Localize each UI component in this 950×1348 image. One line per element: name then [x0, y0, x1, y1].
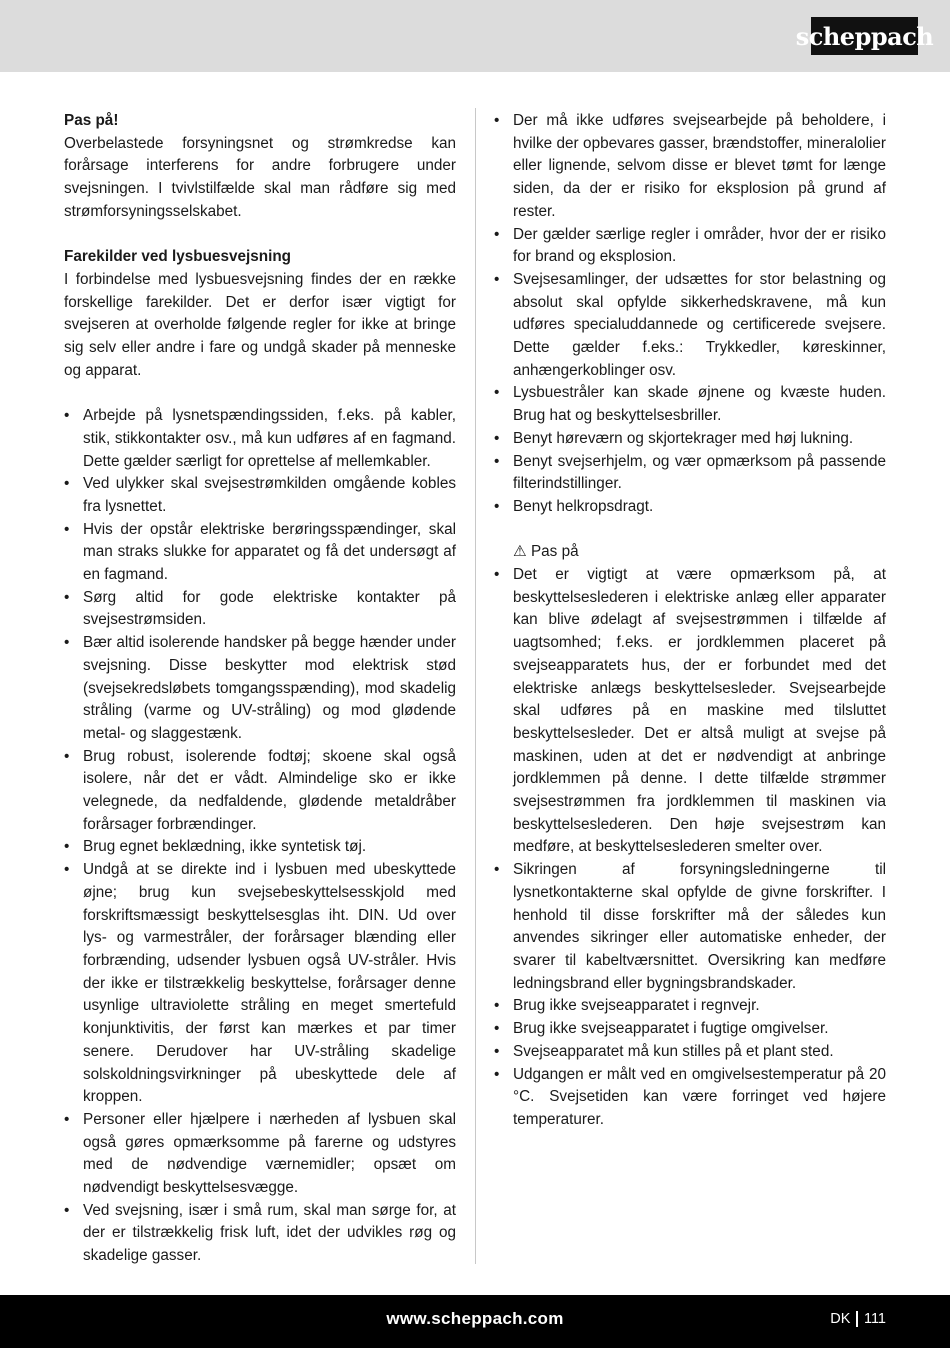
column-divider	[475, 108, 476, 1264]
list-item: • Svejsesamlinger, der udsættes for stor belastning og absolut skal opfylde sikkerhedskravene, må kun udføres specialuddannede og certificerede svejsere. Dette gælder f.eks.: Trykkedler, køreskinner, anhængerkoblinger osv.	[494, 269, 886, 383]
list-item: • Arbejde på lysnetspændingssiden, f.eks. på kabler, stik, stikkontakter osv., må kun udføres af en fagmand. Dette gælder særligt for oprettelse af mellemkabler.	[64, 405, 456, 473]
caution-heading: Pas på!	[64, 112, 119, 129]
list-item: • Brug ikke svejseapparatet i fugtige omgivelser.	[494, 1018, 886, 1041]
list-item: • Der gælder særlige regler i områder, hvor der er risiko for brand og eksplosion.	[494, 224, 886, 269]
language-code: DK	[830, 1311, 851, 1327]
right-bullet-list	[494, 110, 886, 519]
list-item: • Benyt svejserhjelm, og vær opmærksom på passende filterindstillinger.	[494, 451, 886, 496]
warning-triangle-icon: ⚠	[513, 543, 527, 561]
warning-heading	[494, 541, 886, 564]
spacer	[64, 224, 456, 247]
caution-text: Overbelastede forsyningsnet og strømkredse kan forårsage interferens for andre forbrugere under svejsningen. I tvivlstilfælde skal man rådføre sig med strømforsyningsselskabet.	[64, 134, 456, 220]
warning-label: Pas på	[530, 543, 579, 561]
page-indicator	[830, 1311, 886, 1327]
list-item: • Personer eller hjælpere i nærheden af lysbuen skal også gøres opmærksomme på farerne og udstyres med de nødvendige værnemidler; opsæt om nødvendigt beskyttelsesvægge.	[64, 1109, 456, 1200]
list-item: • Lysbuestråler kan skade øjnene og kvæste huden. Brug hat og beskyttelsesbriller.	[494, 382, 886, 427]
list-item: • Svejseapparatet må kun stilles på et plant sted.	[494, 1041, 886, 1064]
list-item: • Brug ikke svejseapparatet i regnvejr.	[494, 995, 886, 1018]
left-bullet-list	[64, 405, 456, 1268]
separator	[856, 1311, 858, 1327]
list-item: • Der må ikke udføres svejsearbejde på beholdere, i hvilke der opbevares gasser, brændstoffer, mineralolier eller lignende, selvom disse er blevet tømt for længe siden, da der er risiko for eksplosion på grund af rester.	[494, 110, 886, 224]
list-item: • Brug egnet beklædning, ikke syntetisk tøj.	[64, 836, 456, 859]
list-item: • Hvis der opstår elektriske berøringsspændinger, skal man straks slukke for apparatet og få det undersøgt af en fagmand.	[64, 519, 456, 587]
hazards-heading: Farekilder ved lysbuesvejsning	[64, 248, 292, 266]
list-item: • Sørg altid for gode elektriske kontakter på svejsestrømsiden.	[64, 587, 456, 632]
spacer	[64, 382, 456, 405]
list-item: • Undgå at se direkte ind i lysbuen med ubeskyttede øjne; brug kun svejsebeskyttelsesskjold med forskriftsmæssigt beskyttelsesglas iht. DIN. Ud over lys- og varmestråler, der forårsager blænding eller forbrænding, udsender lysbuen også UV-stråler. Hvis der ikke er tilstrækkelig beskyttelse, forårsager denne usynlige ultraviolette stråling en meget smertefuld konjunktivitis, der først kan mærkes et par timer senere. Derudover har UV-stråling skadelige solskoldningsvirkninger på ubeskyttede dele af kroppen.	[64, 859, 456, 1109]
brand-logo: scheppach	[811, 17, 918, 55]
hazards-text: I forbindelse med lysbuesvejsning findes der en række forskellige farekilder. Det er derfor især vigtigt for svejseren at overholde følgende regler for ikke at bringe sig selv eller andre i fare og undgå skader på menneske og apparat.	[64, 270, 456, 379]
warning-bullet-list	[494, 564, 886, 1132]
list-item: • Udgangen er målt ved en omgivelsestemperatur på 20 °C. Svejsetiden kan være forringet ved højere temperaturer.	[494, 1064, 886, 1132]
list-item: • Ved ulykker skal svejsestrømkilden omgående kobles fra lysnettet.	[64, 473, 456, 518]
list-item: • Ved svejsning, især i små rum, skal man sørge for, at der er tilstrækkelig frisk luft, idet der udvikles røg og skadelige gasser.	[64, 1200, 456, 1268]
list-item: • Benyt helkropsdragt.	[494, 496, 886, 519]
list-item: • Bær altid isolerende handsker på begge hænder under svejsning. Disse beskytter mod elektrisk stød (svejsekredsløbets tomgangsspænding), mod skadelig stråling (varme og UV-stråling) og mod glødende metal- og slaggestænk.	[64, 632, 456, 746]
list-item: • Brug robust, isolerende fodtøj; skoene skal også isolere, når det er vådt. Almindelige sko er ikke velegnede, da nedfaldende, glødende metaldråber forårsager forbrændinger.	[64, 746, 456, 837]
left-column	[64, 110, 456, 1268]
spacer	[494, 519, 886, 542]
list-item: • Det er vigtigt at være opmærksom på, at beskyttelseslederen i elektriske anlæg eller apparater kan blive ødelagt af svejsestrømmen i tilfælde af uagtsomhed; f.eks. er jordklemmen placeret på svejseapparatets hus, der er forbundet med det elektriske anlægs beskyttelsesleder. Svejsearbejde skal udføres på en maskine med tilsluttet beskyttelsesleder. Det er altså muligt at svejse på maskinen, uden at det er nødvendigt at anbringe jordklemmen på denne. I dette tilfælde strømmer svejsestrømmen fra jordklemmen til maskinen via beskyttelseslederen. Den høje svejsestrøm kan medføre, at beskyttelseslederen smelter over.	[494, 564, 886, 859]
website-url: www.scheppach.com	[386, 1309, 564, 1328]
right-column	[494, 110, 886, 1132]
list-item: • Benyt høreværn og skjortekrager med høj lukning.	[494, 428, 886, 451]
page-number: 111	[863, 1311, 886, 1327]
list-item: • Sikringen af forsyningsledningerne til lysnetkontakterne skal opfylde de givne forskrifter. I henhold til disse forskrifter må der således kun anvendes sikringer eller automatiske enheder, der svarer til kabeltværsnittet. Oversikring kan medføre ledningsbrand eller bygningsbrandskader.	[494, 859, 886, 995]
footer-bar	[0, 1295, 950, 1348]
